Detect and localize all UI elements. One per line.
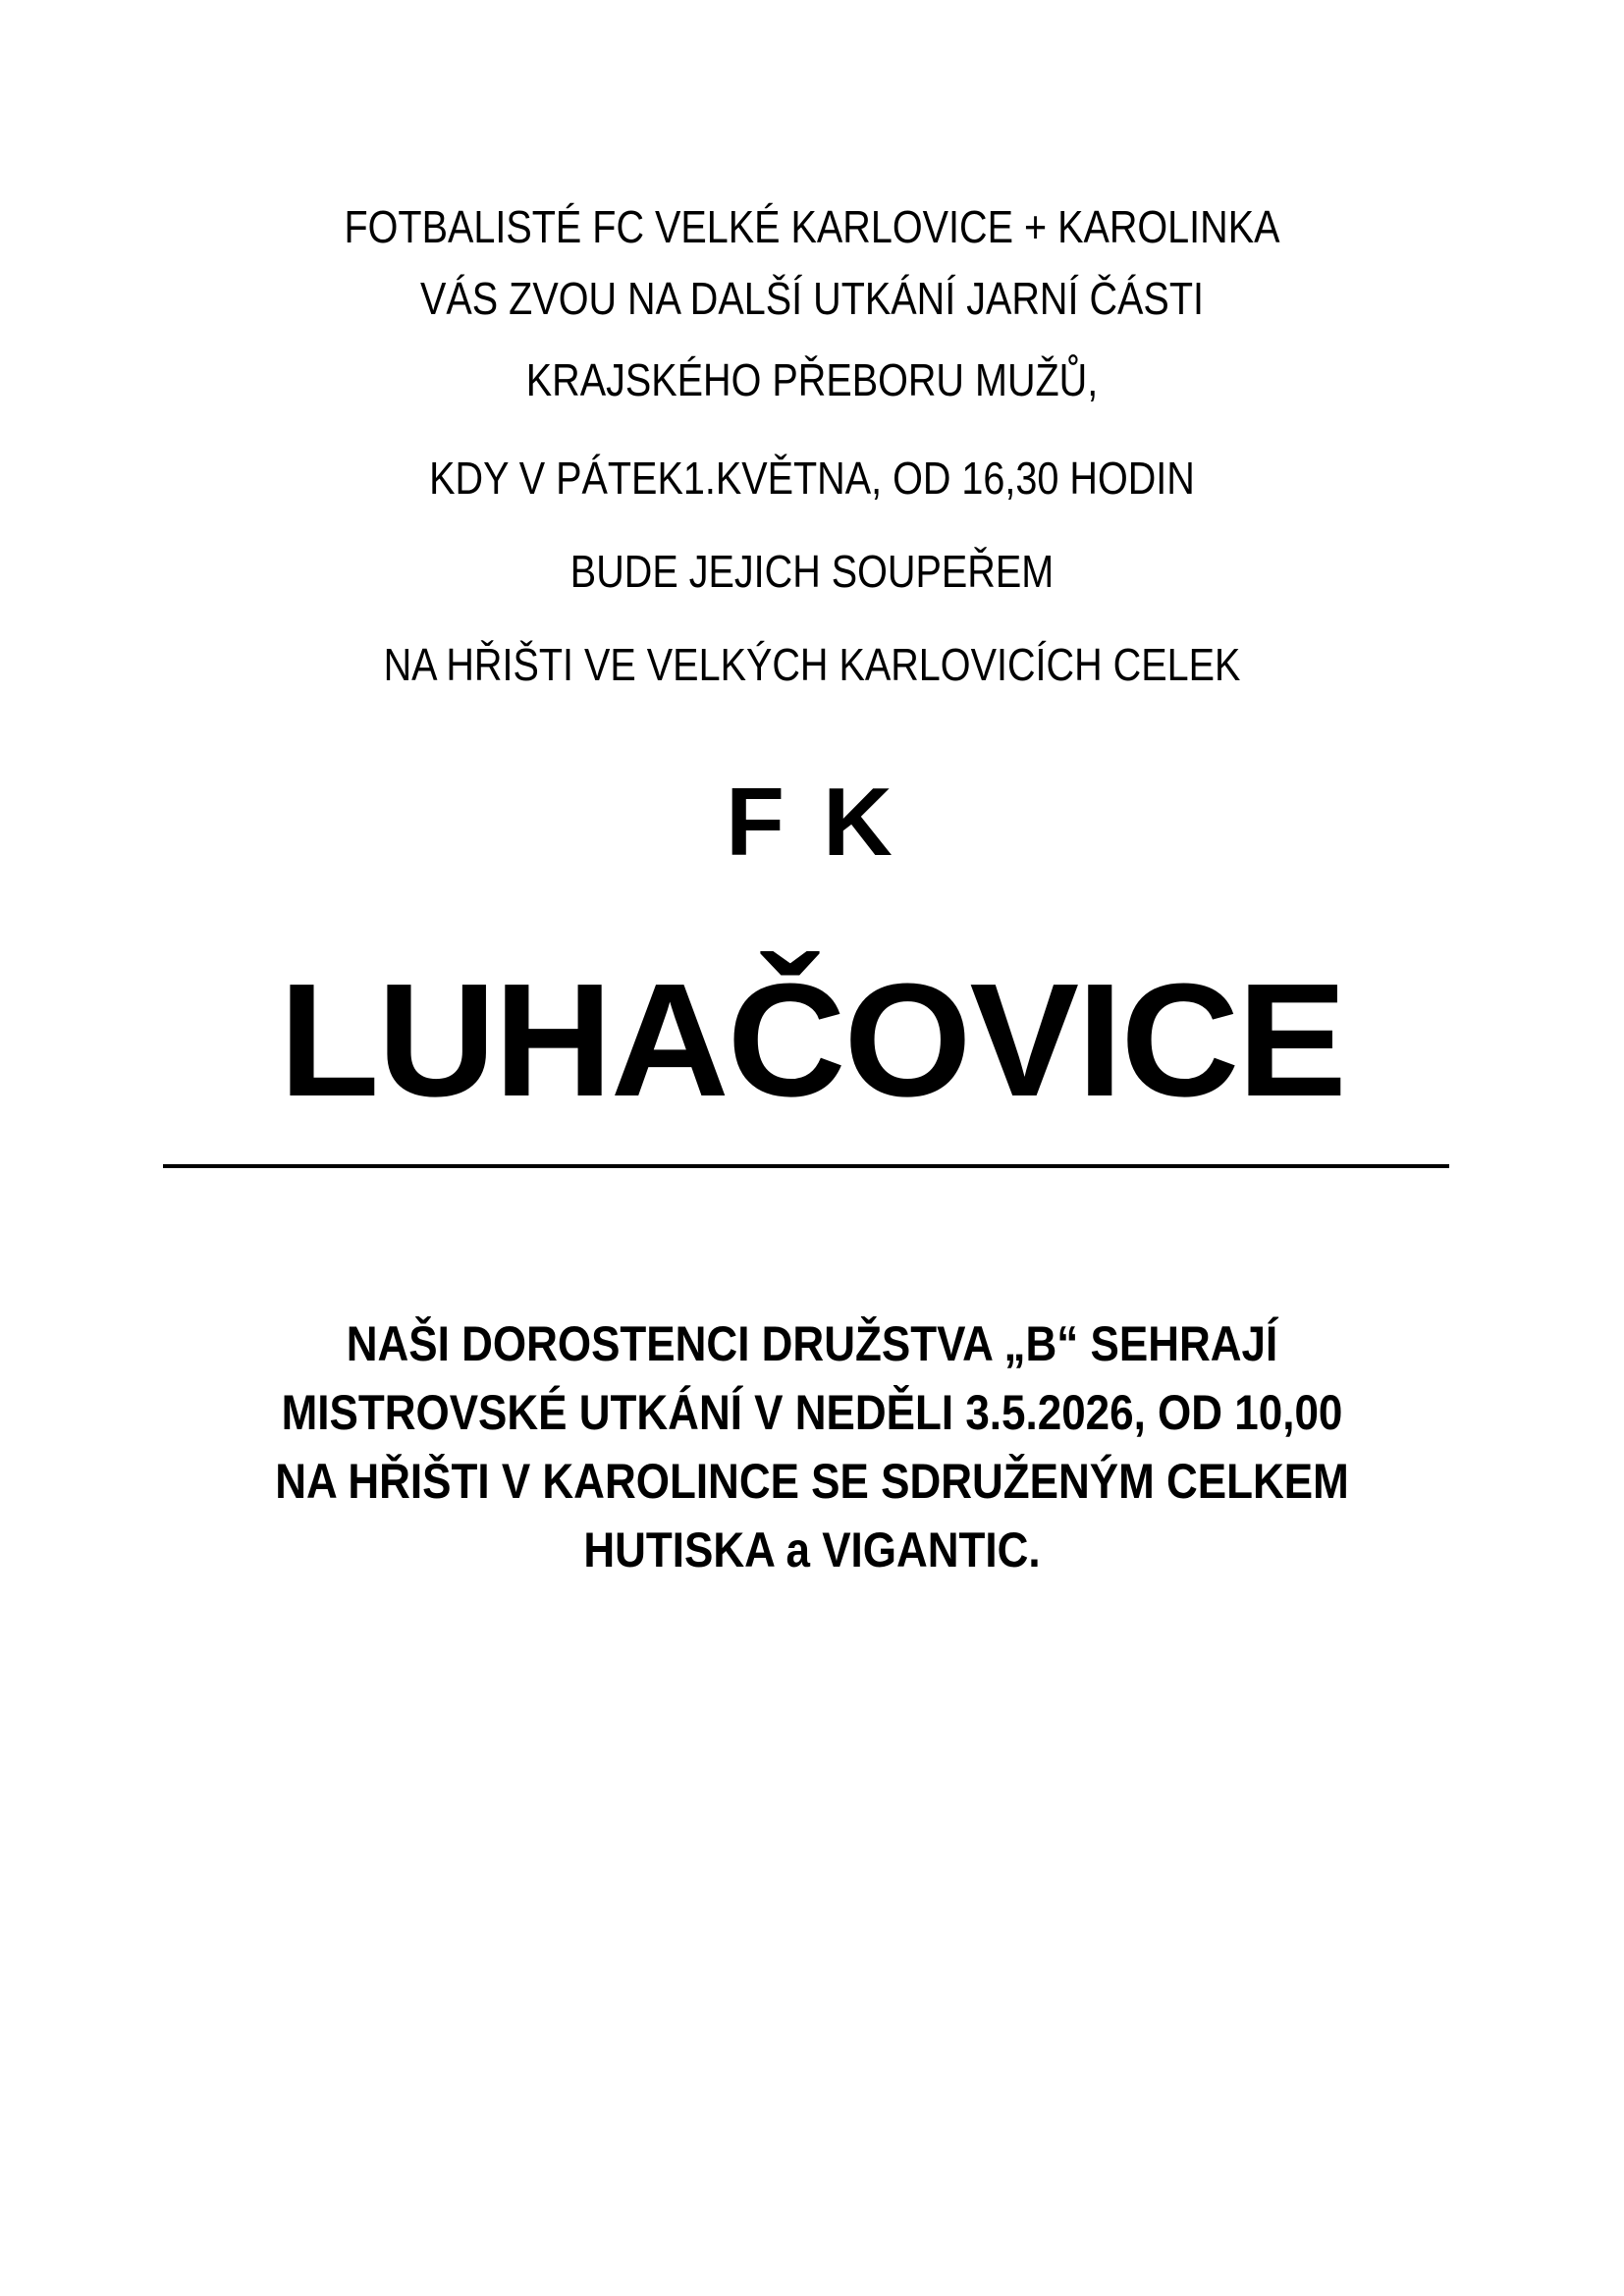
- juniors-line-date-time: MISTROVSKÉ UTKÁNÍ V NEDĚLI 3.5.2026, OD 10,00: [281, 1385, 1343, 1440]
- section-divider: [163, 1164, 1449, 1168]
- opponent-name: LUHAČOVICE: [279, 950, 1345, 1130]
- juniors-line-opponent: HUTISKA a VIGANTIC.: [583, 1522, 1041, 1577]
- opponent-prefix: F K: [726, 768, 898, 876]
- invitation-line-venue: NA HŘIŠTI VE VELKÝCH KARLOVICÍCH CELEK: [383, 639, 1241, 690]
- invitation-line-competition: KRAJSKÉHO PŘEBORU MUŽŮ,: [525, 354, 1099, 405]
- invitation-line-invite: VÁS ZVOU NA DALŠÍ UTKÁNÍ JARNÍ ČÁSTI: [420, 273, 1204, 324]
- juniors-line-venue: NA HŘIŠTI V KAROLINCE SE SDRUŽENÝM CELKEM: [275, 1454, 1349, 1509]
- invitation-line-opponent-intro: BUDE JEJICH SOUPEŘEM: [569, 546, 1055, 597]
- juniors-line-team: NAŠI DOROSTENCI DRUŽSTVA „B“ SEHRAJÍ: [346, 1316, 1278, 1371]
- invitation-line-organizers: FOTBALISTÉ FC VELKÉ KARLOVICE + KAROLINKA: [344, 201, 1280, 252]
- invitation-line-date-time: KDY V PÁTEK1.KVĚTNA, OD 16,30 HODIN: [429, 453, 1195, 504]
